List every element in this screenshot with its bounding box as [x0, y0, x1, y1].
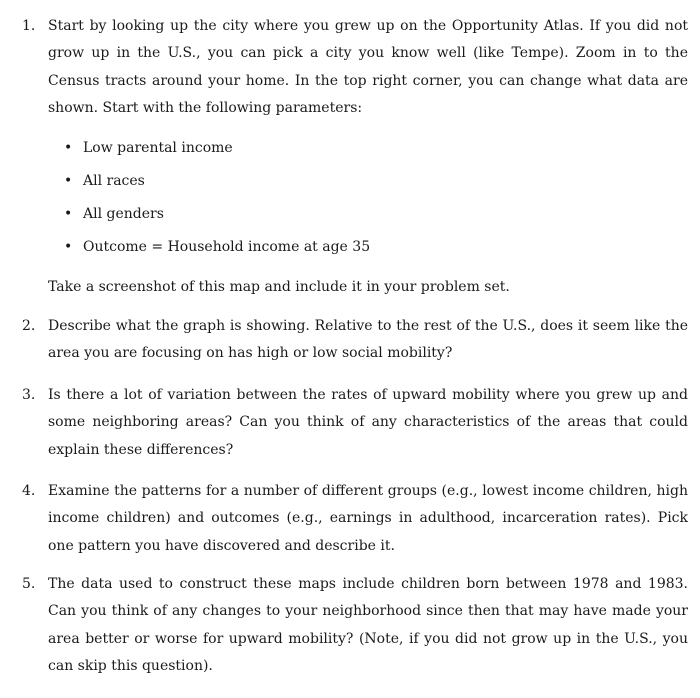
- question-text: Start by looking up the city where you grew up on the Opportunity Atlas. If you did not grow up in the U.S., you can pick a city you know well (like Tempe). Zoom in to the Census tracts around your home. In the top right corner, you can change what data are shown. Start with the following parameters:: [48, 18, 688, 116]
- question-text: The data used to construct these maps include children born between 1978 and 1983. Can you think of any changes to your neighborhood since then that may have made your area better or worse for upward mobility? (Note, if you did not grow up in the U.S., you can skip this question).: [48, 576, 688, 674]
- list-item: [0, 169, 700, 193]
- question-text: Is there a lot of variation between the rates of upward mobility where you grew up and some neighboring areas? Can you think of any characteristics of the areas that could explain these differences?: [48, 387, 688, 458]
- followup-instruction: Take a screenshot of this map and include it in your problem set.: [48, 279, 510, 295]
- list-item-text: All races: [83, 173, 145, 189]
- list-item-text: All genders: [83, 206, 164, 222]
- bullet-icon: •: [64, 206, 73, 222]
- list-item-text: Outcome = Household income at age 35: [83, 239, 371, 255]
- question-number: 2.: [22, 318, 36, 334]
- question-number: 5.: [22, 576, 36, 592]
- question-text: Describe what the graph is showing. Relative to the rest of the U.S., does it seem like the area you are focusing on has high or low social mobility?: [48, 318, 688, 362]
- question-number: 4.: [22, 483, 36, 499]
- question-text: Examine the patterns for a number of different groups (e.g., lowest income children, high income children) and outcomes (e.g., earnings in adulthood, incarceration rates). Pick one pattern you have discovered and describe it.: [48, 483, 688, 554]
- list-item: [0, 136, 700, 160]
- bullet-icon: •: [64, 239, 73, 255]
- question-number: 1.: [22, 18, 36, 34]
- bullet-icon: •: [64, 140, 73, 156]
- list-item: [0, 235, 700, 259]
- bullet-icon: •: [64, 173, 73, 189]
- question-number: 3.: [22, 387, 36, 403]
- list-item: [0, 202, 700, 226]
- list-item-text: Low parental income: [83, 140, 233, 156]
